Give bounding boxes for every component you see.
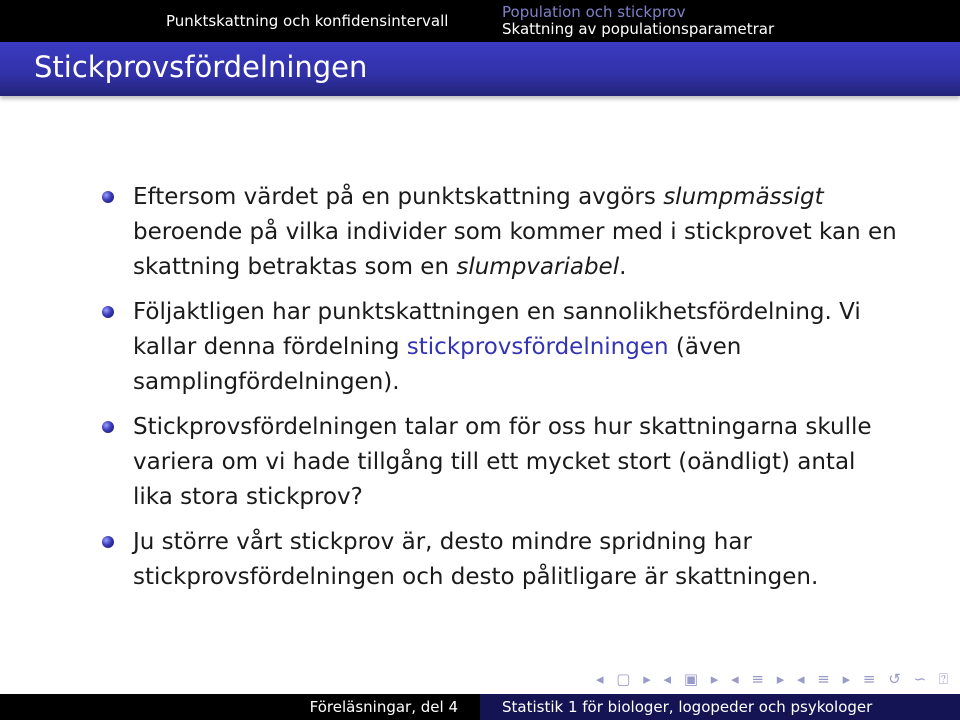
bullet-ball-icon	[102, 306, 114, 318]
emphasis-slumpmassigt: slumpmässigt	[663, 184, 824, 210]
beamer-navigation-symbols[interactable]: ◂ ▢ ▸ ◂ ▣ ▸ ◂ ≡ ▸ ◂ ≡ ▸ ≡ ↺ ∽ ⍰	[596, 670, 952, 688]
bullet-text	[133, 295, 900, 400]
bullet-text-part: Eftersom värdet på en punktskattning avgörs	[133, 184, 664, 210]
bullet-ball-icon	[102, 536, 114, 548]
bullet-text: Ju större vårt stickprov är, desto mindre spridning har stickprovsfördelningen och desto pålitligare är skattningen.	[133, 529, 819, 590]
bullet-ball-icon	[102, 421, 114, 433]
frame-title-bar	[0, 42, 960, 96]
frame-title: Stickprovsfördelningen	[34, 50, 368, 84]
footer-bar	[0, 694, 960, 720]
bullet-item	[0, 180, 960, 285]
bullet-text-part: .	[619, 254, 627, 280]
bullet-item	[0, 295, 960, 400]
bullet-item	[0, 525, 960, 595]
header-section-left[interactable]: Punktskattning och konfidensintervall	[166, 12, 449, 30]
header-bar	[0, 0, 960, 42]
bullet-text-part: beroende på vilka individer som kommer med i stickprovet kan en skattning betraktas som en	[133, 219, 897, 280]
footer-right: Statistik 1 för biologer, logopeder och psykologer	[480, 694, 960, 720]
slide-content	[0, 180, 960, 605]
bullet-ball-icon	[102, 191, 114, 203]
footer-left: Föreläsningar, del 4	[0, 694, 480, 720]
header-section-right[interactable]: Population och stickprov	[502, 3, 686, 21]
bullet-text	[133, 180, 900, 285]
bullet-text-part: Följaktligen har punktskattningen en sannolikhetsfördelning. Vi kallar denna fördelning	[133, 299, 861, 360]
header-subsection-right[interactable]: Skattning av populationsparametrar	[502, 20, 775, 38]
highlight-term: stickprovsfördelningen	[406, 334, 669, 360]
header-section-nav[interactable]	[0, 0, 480, 42]
bullet-item	[0, 410, 960, 515]
emphasis-slumpvariabel: slumpvariabel	[456, 254, 620, 280]
header-subsection-nav[interactable]	[480, 0, 960, 42]
bullet-text-part: (även samplingfördelningen).	[133, 334, 742, 395]
bullet-text: Stickprovsfördelningen talar om för oss hur skattningarna skulle variera om vi hade tillgång till ett mycket stort (oändligt) antal lika stora stickprov?	[133, 414, 872, 510]
